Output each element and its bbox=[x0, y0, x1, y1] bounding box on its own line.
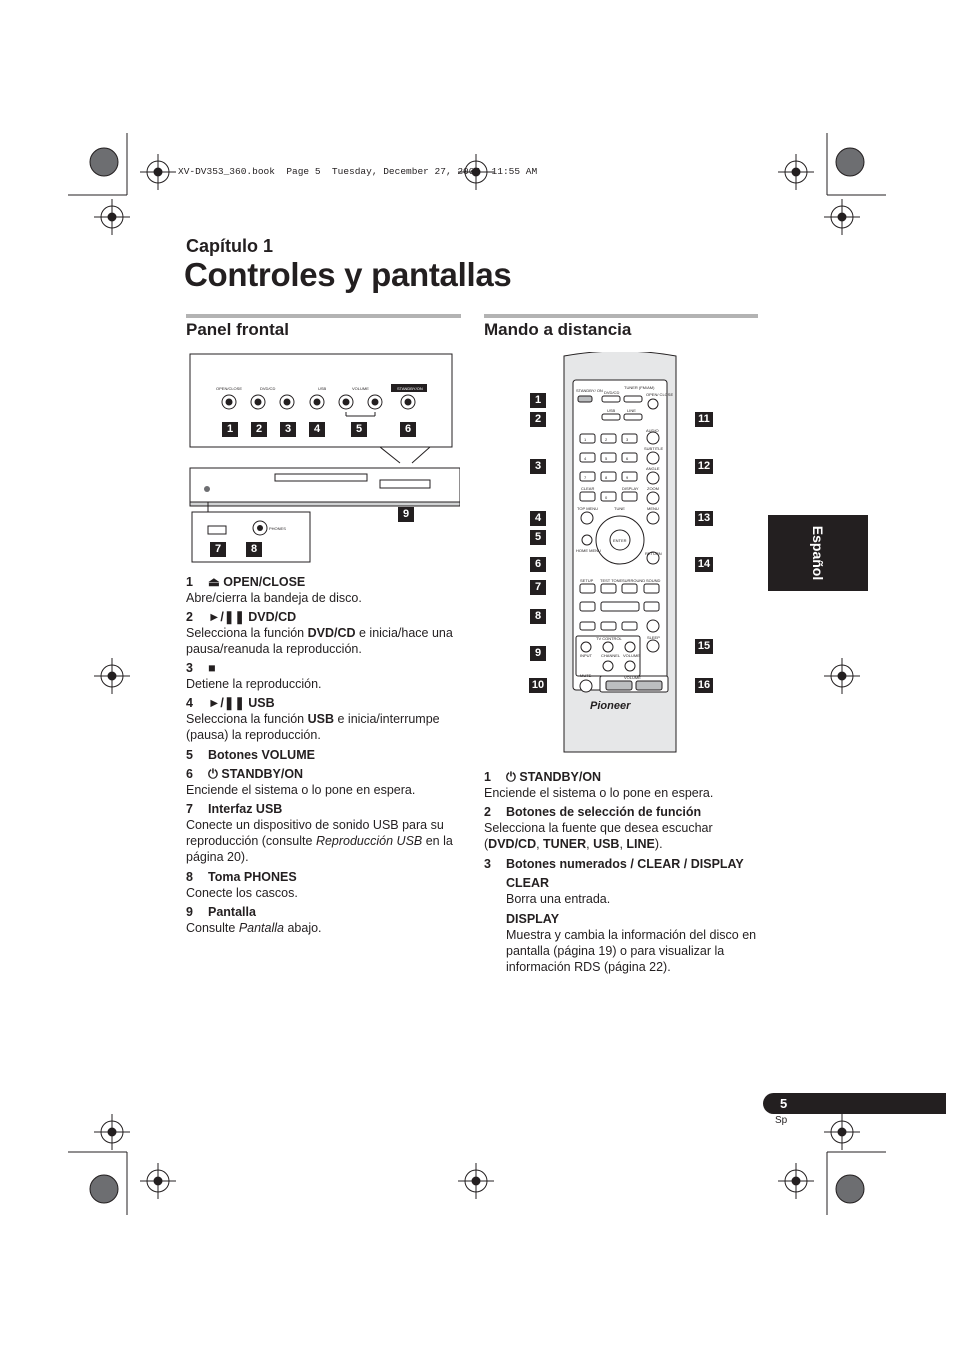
label-volume: VOLUME bbox=[352, 386, 369, 391]
callout-1: 1 bbox=[222, 422, 238, 437]
remote-callout-2: 2 bbox=[530, 412, 546, 427]
key-setup: SETUP bbox=[580, 578, 594, 583]
key-tv-volume: VOLUME bbox=[623, 653, 640, 658]
key-subtitle: SUBTITLE bbox=[644, 446, 664, 451]
remote-heading: Mando a distancia bbox=[484, 320, 632, 339]
remote-callout-4: 4 bbox=[530, 511, 546, 526]
key-menu: MENU bbox=[647, 506, 659, 511]
key-tuner: TUNER (FM/AM) bbox=[624, 385, 655, 390]
fp-item-7: 7 Interfaz USB Conecte un dispositivo de sonido USB para su reproducción (consulte Reproducción USB en la página 20). bbox=[186, 802, 453, 864]
remote-callout-6: 6 bbox=[530, 557, 546, 572]
digit-1: 1 bbox=[584, 437, 587, 442]
key-channel: CHANNEL bbox=[601, 653, 621, 658]
key-mute: MUTE bbox=[580, 673, 592, 678]
front-panel-illustration bbox=[180, 350, 460, 565]
remote-callout-8: 8 bbox=[530, 609, 546, 624]
key-open-close: OPEN/ CLOSE bbox=[646, 392, 674, 397]
remote-callout-11: 11 bbox=[695, 412, 713, 427]
callout-7: 7 bbox=[210, 542, 226, 557]
callout-4: 4 bbox=[309, 422, 325, 437]
callout-6: 6 bbox=[400, 422, 416, 437]
digit-5: 5 bbox=[605, 456, 608, 461]
digit-6: 6 bbox=[626, 456, 629, 461]
chapter-label: Capítulo 1 bbox=[186, 236, 274, 256]
key-tv-control: TV CONTROL bbox=[596, 636, 622, 641]
key-dvdcd: DVD/CD bbox=[604, 390, 620, 395]
key-standby: STANDBY/ ON bbox=[576, 388, 603, 393]
rc-item-3: 3 Botones numerados / CLEAR / DISPLAY bbox=[484, 857, 744, 871]
print-header: XV-DV353_360.book Page 5 Tuesday, December 27, 2005 11:55 AM bbox=[178, 166, 538, 177]
key-clear: CLEAR bbox=[581, 486, 595, 491]
remote-callout-14: 14 bbox=[695, 557, 713, 572]
key-audio: AUDIO bbox=[646, 428, 659, 433]
key-volume: VOLUME bbox=[624, 675, 641, 680]
page-number: 5 bbox=[780, 1096, 788, 1111]
rc-item-2: 2 Botones de selección de función Selecciona la fuente que desea escuchar (DVD/CD, TUNER, USB, LINE). bbox=[484, 805, 713, 851]
callout-5: 5 bbox=[351, 422, 367, 437]
rc-sub-clear: CLEAR Borra una entrada. bbox=[506, 876, 611, 906]
remote-callout-5: 5 bbox=[530, 530, 546, 545]
remote-callout-13: 13 bbox=[695, 511, 713, 526]
remote-callout-16: 16 bbox=[695, 678, 713, 693]
digit-0: 0 bbox=[605, 495, 608, 500]
key-line: LINE bbox=[627, 408, 636, 413]
fp-item-5: 5 Botones VOLUME bbox=[186, 748, 315, 762]
language-tab: Español bbox=[768, 515, 868, 591]
fp-item-9: 9 Pantalla Consulte Pantalla abajo. bbox=[186, 905, 322, 935]
remote-callout-1: 1 bbox=[530, 393, 546, 408]
front-panel-heading: Panel frontal bbox=[186, 320, 289, 339]
label-standby: STANDBY/ON bbox=[397, 386, 423, 391]
key-input: INPUT bbox=[580, 653, 592, 658]
digit-2: 2 bbox=[605, 437, 608, 442]
key-surround: SURROUND bbox=[622, 578, 646, 583]
key-usb: USB bbox=[607, 408, 616, 413]
rc-sub-display: DISPLAY Muestra y cambia la información del disco en pantalla (página 19) o para visualizar la información RDS (página 22). bbox=[506, 912, 757, 974]
page-title: Controles y pantallas bbox=[184, 256, 512, 293]
fp-item-4: 4 ►/❚❚ USB Selecciona la función USB e inicia/interrumpe (pausa) la reproducción. bbox=[186, 696, 440, 742]
callout-3: 3 bbox=[280, 422, 296, 437]
remote-callout-9: 9 bbox=[530, 646, 546, 661]
key-test-tone: TEST TONE bbox=[600, 578, 623, 583]
remote-callout-7: 7 bbox=[530, 580, 546, 595]
key-tune: TUNE bbox=[614, 506, 625, 511]
section-rule-right bbox=[484, 314, 758, 318]
fp-item-2: 2 ►/❚❚ DVD/CD Selecciona la función DVD/CD e inicia/hace una pausa/reanuda la reproducción. bbox=[186, 610, 453, 656]
key-enter: ENTER bbox=[613, 538, 627, 543]
remote-callout-15: 15 bbox=[695, 639, 713, 654]
remote-illustration bbox=[560, 352, 680, 757]
digit-3: 3 bbox=[626, 437, 629, 442]
remote-callout-10: 10 bbox=[529, 678, 547, 693]
digit-7: 7 bbox=[584, 475, 587, 480]
section-rule-left bbox=[186, 314, 461, 318]
callout-8: 8 bbox=[246, 542, 262, 557]
callout-2: 2 bbox=[251, 422, 267, 437]
brand-logo: Pioneer bbox=[590, 700, 631, 712]
key-angle: ANGLE bbox=[646, 466, 660, 471]
key-zoom: ZOOM bbox=[647, 486, 659, 491]
remote-callout-3: 3 bbox=[530, 459, 546, 474]
label-dvd-cd: DVD/CD bbox=[260, 386, 276, 391]
page-lang: Sp bbox=[775, 1115, 788, 1126]
label-phones: PHONES bbox=[269, 526, 286, 531]
fp-item-8: 8 Toma PHONES Conecte los cascos. bbox=[186, 870, 298, 900]
label-open-close: OPEN/CLOSE bbox=[216, 386, 243, 391]
remote-callout-12: 12 bbox=[695, 459, 713, 474]
rc-item-1: 1 ⏻ STANDBY/ON Enciende el sistema o lo pone en espera. bbox=[484, 770, 714, 800]
fp-item-3: 3 ■ Detiene la reproducción. bbox=[186, 661, 322, 691]
callout-9: 9 bbox=[398, 507, 414, 522]
key-home-menu: HOME MENU bbox=[576, 548, 601, 553]
key-top-menu: TOP MENU bbox=[577, 506, 598, 511]
digit-4: 4 bbox=[584, 456, 587, 461]
fp-item-1: 1 ⏏ OPEN/CLOSE Abre/cierra la bandeja de disco. bbox=[186, 575, 362, 605]
key-sleep: SLEEP bbox=[647, 635, 660, 640]
key-return: RETURN bbox=[645, 551, 662, 556]
key-display: DISPLAY bbox=[622, 486, 639, 491]
fp-item-6: 6 ⏻ STANDBY/ON Enciende el sistema o lo pone en espera. bbox=[186, 767, 416, 797]
digit-9: 9 bbox=[626, 475, 629, 480]
page-number-bar bbox=[763, 1093, 946, 1114]
label-usb: USB bbox=[318, 386, 327, 391]
digit-8: 8 bbox=[605, 475, 608, 480]
key-sound: SOUND bbox=[646, 578, 661, 583]
